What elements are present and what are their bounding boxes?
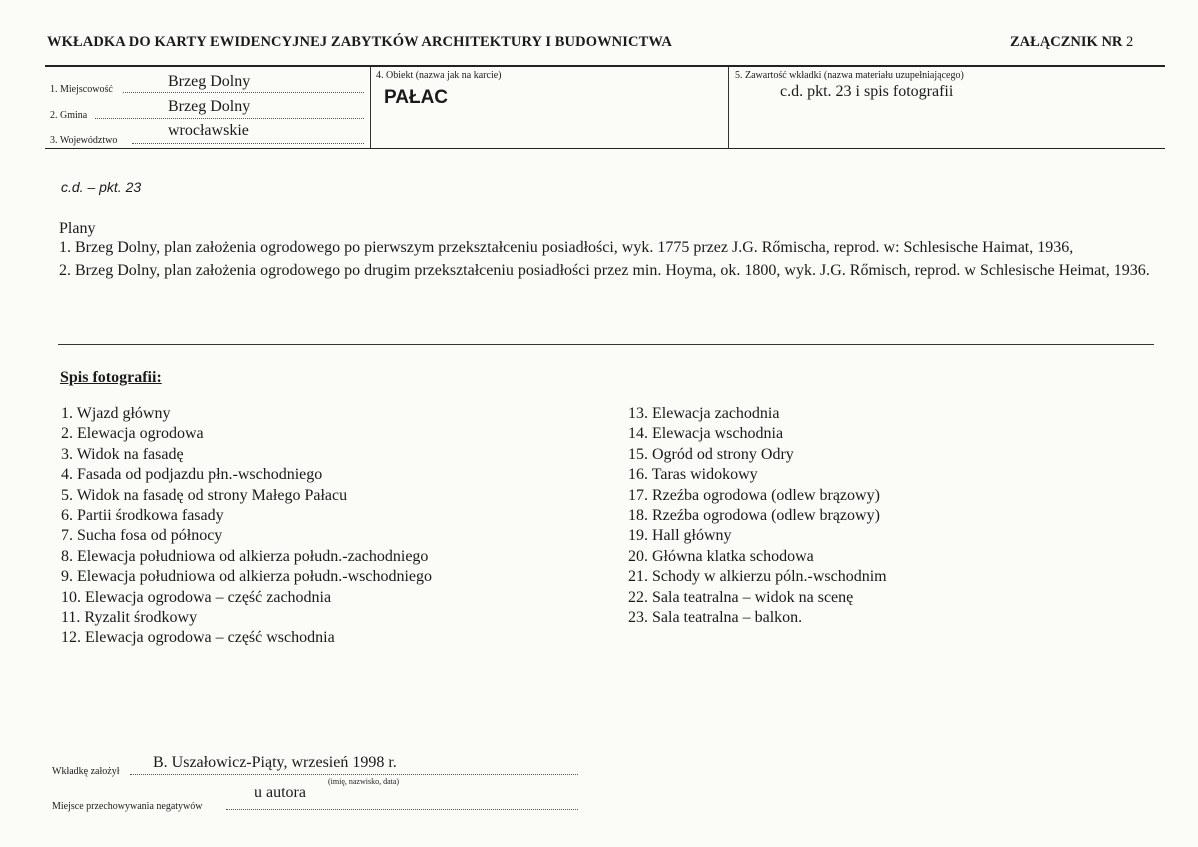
contents-label: 5. Zawartość wkładki (nazwa materiału uzupełniającego): [735, 70, 964, 81]
list-item: 11. Ryzalit środkowy: [61, 609, 198, 627]
object-value: PAŁAC: [384, 87, 449, 108]
continuation-note: c.d. – pkt. 23: [61, 179, 142, 195]
list-item: 21. Schody w alkierzu póln.-wschodnim: [628, 568, 887, 586]
annex-label-text: ZAŁĄCZNIK NR: [1010, 34, 1123, 50]
created-by-value: B. Uszałowicz-Piąty, wrzesień 1998 r.: [153, 754, 397, 771]
box-divider-2: [728, 66, 729, 149]
list-item: 3. Widok na fasadę: [61, 445, 184, 463]
list-item: 5. Widok na fasadę od strony Małego Pałacu: [61, 486, 348, 504]
list-item: 16. Taras widokowy: [628, 466, 758, 484]
created-by-label: Wkładkę założył: [52, 766, 120, 777]
list-item: 15. Ogród od strony Odry: [628, 445, 794, 463]
plan-item-2: 2. Brzeg Dolny, plan założenia ogrodowego po drugim przekształceniu posiadłości przez min. Hoyma, ok. 1800, wyk. J.G. Rőmisch, reprod. w Schlesische Heimat, 1936.: [59, 262, 1150, 279]
section-separator: [58, 344, 1154, 345]
list-item: 7. Sucha fosa od północy: [61, 527, 223, 545]
plans-heading: Plany: [59, 220, 96, 237]
place-value: Brzeg Dolny: [168, 73, 251, 90]
list-item: 2. Elewacja ogrodowa: [61, 425, 204, 443]
photos-heading: Spis fotografii:: [60, 369, 162, 386]
list-item: 17. Rzeźba ogrodowa (odlew brązowy): [628, 486, 880, 504]
voivodeship-value: wrocławskie: [168, 122, 249, 139]
list-item: 14. Elewacja wschodnia: [628, 425, 784, 443]
contents-value: c.d. pkt. 23 i spis fotografii: [780, 83, 954, 100]
annex-number: 2: [1126, 34, 1134, 50]
place-label: 1. Miejscowość: [50, 84, 113, 95]
box-top-rule: [45, 65, 1165, 67]
list-item: 18. Rzeźba ogrodowa (odlew brązowy): [628, 507, 880, 525]
list-item: 10. Elewacja ogrodowa – część zachodnia: [61, 588, 332, 606]
photo-list-left: [61, 404, 581, 649]
object-label: 4. Obiekt (nazwa jak na karcie): [376, 70, 502, 81]
list-item: 13. Elewacja zachodnia: [628, 405, 780, 422]
voivodeship-label: 3. Województwo: [50, 135, 118, 146]
form-title: WKŁADKA DO KARTY EWIDENCYJNEJ ZABYTKÓW ARCHITEKTURY I BUDOWNICTWA: [47, 34, 672, 50]
list-item: 4. Fasada od podjazdu płn.-wschodniego: [61, 466, 323, 484]
created-by-hint: (imię, nazwisko, data): [328, 777, 400, 786]
commune-label: 2. Gmina: [50, 110, 88, 121]
list-item: 1. Wjazd główny: [61, 405, 171, 422]
list-item: 19. Hall główny: [628, 527, 732, 545]
storage-value: u autora: [254, 784, 306, 801]
storage-label: Miejsce przechowywania negatywów: [52, 801, 203, 812]
annex-label: [1010, 34, 1133, 51]
list-item: 8. Elewacja południowa od alkierza połudn.-zachodniego: [61, 547, 429, 565]
list-item: 23. Sala teatralna – balkon.: [628, 609, 803, 627]
photo-list-right: [628, 404, 1128, 628]
list-item: 6. Partii środkowa fasady: [61, 507, 224, 525]
list-item: 20. Główna klatka schodowa: [628, 547, 814, 565]
list-item: 9. Elewacja południowa od alkierza połudn.-wschodniego: [61, 568, 432, 586]
list-item: 12. Elewacja ogrodowa – część wschodnia: [61, 629, 335, 647]
list-item: 22. Sala teatralna – widok na scenę: [628, 588, 854, 606]
commune-value: Brzeg Dolny: [168, 98, 251, 115]
box-divider-1: [370, 66, 371, 149]
box-bottom-rule: [45, 148, 1165, 149]
plan-item-1: 1. Brzeg Dolny, plan założenia ogrodowego po pierwszym przekształceniu posiadłości, wyk. 1775 przez J.G. Rőmischa, reprod. w: Schlesische Haimat, 1936,: [59, 239, 1074, 256]
